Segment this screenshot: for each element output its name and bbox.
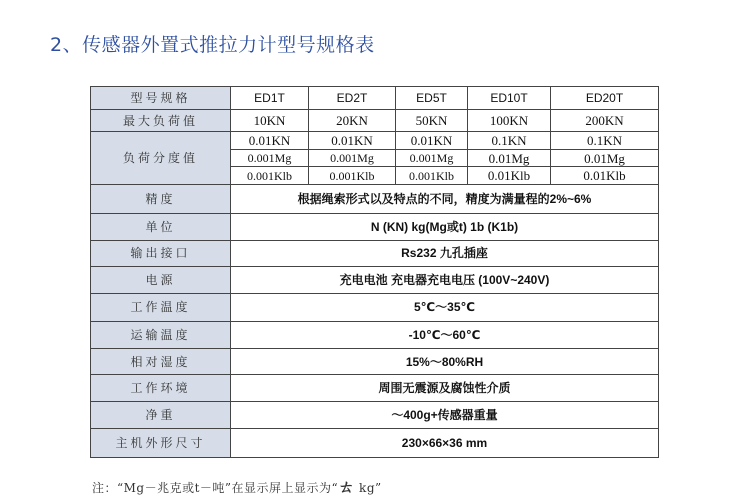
table-row [91,184,659,213]
table-cell: 0.01Mg [551,149,659,167]
model-header: ED20T [551,87,659,110]
table-cell: 10KN [231,109,309,132]
table-cell: 0.01KN [231,132,309,150]
row-label: 负荷分度值 [91,132,231,185]
page-title: 2、传感器外置式推拉力计型号规格表 [50,34,375,56]
table-cell: 0.01Mg [468,149,551,167]
table-row [91,213,659,240]
table-row [91,109,659,132]
table-cell: 230×66×36 mm [231,429,659,458]
row-label: 电源 [91,267,231,294]
table-cell: 周围无震源及腐蚀性介质 [231,375,659,402]
table-cell: N (KN) kg(Mg或t) 1b (K1b) [231,213,659,240]
table-cell: 0.01Klb [551,167,659,185]
model-header: ED2T [309,87,396,110]
table-row [91,267,659,294]
model-header: ED1T [231,87,309,110]
row-label: 最大负荷值 [91,109,231,132]
table-cell: 0.1KN [551,132,659,150]
table-cell: 0.001Klb [396,167,468,185]
table-cell: 0.1KN [468,132,551,150]
table-cell: 0.001Mg [309,149,396,167]
display-t-glyph: ㄊ [338,477,355,496]
table-cell: -10℃～60℃ [231,321,659,348]
footnote [92,474,382,497]
table-cell: 0.001Klb [309,167,396,185]
row-label: 单位 [91,213,231,240]
spec-table [90,86,659,458]
row-label: 相对湿度 [91,348,231,375]
table-row [91,375,659,402]
row-label: 输出接口 [91,240,231,267]
row-label: 工作温度 [91,294,231,322]
footnote-suffix: kg” [359,481,382,495]
row-label: 运输温度 [91,321,231,348]
table-cell: 20KN [309,109,396,132]
table-cell: 0.01Klb [468,167,551,185]
table-cell: 50KN [396,109,468,132]
table-cell: 15%～80%RH [231,348,659,375]
table-cell: Rs232 九孔插座 [231,240,659,267]
row-label: 净重 [91,402,231,429]
table-row [91,429,659,458]
table-row [91,87,659,110]
table-row [91,294,659,322]
row-label: 主机外形尺寸 [91,429,231,458]
table-cell: 0.01KN [309,132,396,150]
table-cell: 200KN [551,109,659,132]
footnote-prefix: 注：“Mg－兆克或t－吨”在显示屏上显示为“ [92,481,339,495]
row-label: 工作环境 [91,375,231,402]
row-label: 精度 [91,184,231,213]
table-row [91,132,659,150]
table-row [91,240,659,267]
model-header: ED5T [396,87,468,110]
table-row [91,321,659,348]
table-cell: 0.001Klb [231,167,309,185]
table-cell: 根据绳索形式以及特点的不同，精度为满量程的2%~6% [231,184,659,213]
table-cell: 5℃～35℃ [231,294,659,322]
table-row [91,402,659,429]
row-label: 型号规格 [91,87,231,110]
table-cell: 充电电池 充电器充电电压 (100V~240V) [231,267,659,294]
table-cell: 100KN [468,109,551,132]
table-cell: ～400g+传感器重量 [231,402,659,429]
table-cell: 0.001Mg [231,149,309,167]
table-row [91,348,659,375]
table-cell: 0.01KN [396,132,468,150]
model-header: ED10T [468,87,551,110]
table-cell: 0.001Mg [396,149,468,167]
